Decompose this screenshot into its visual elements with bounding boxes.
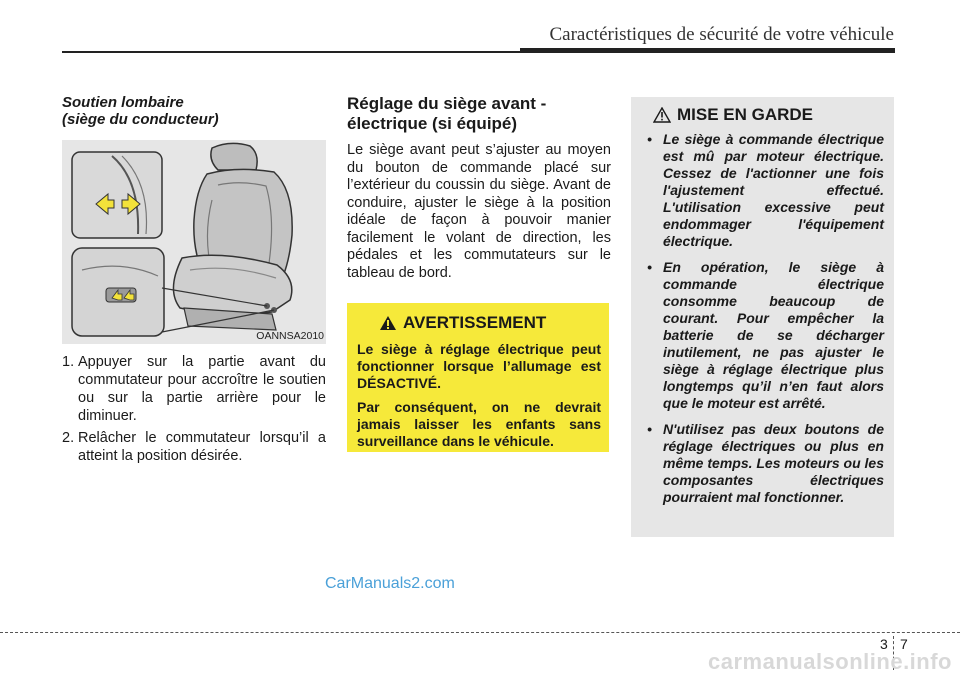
list-item xyxy=(641,421,884,506)
header-title: Caractéristiques de sécurité de votre véhicule xyxy=(549,24,894,45)
power-seat-title-line1: Réglage du siège avant - xyxy=(347,94,547,113)
step-number: 1. xyxy=(62,354,75,370)
bullet: • xyxy=(647,131,652,147)
page-number: 7 xyxy=(900,636,908,652)
header-rule xyxy=(62,51,895,53)
lumbar-title-block xyxy=(62,94,326,128)
warning-title: AVERTISSEMENT xyxy=(403,313,547,332)
warning-text-1: Le siège à réglage électrique peut fonctionner lorsque l’allumage est DÉSACTIVÉ. xyxy=(357,341,601,391)
caution-header xyxy=(653,105,884,125)
seat-figure xyxy=(62,140,326,344)
lumbar-title-line2: (siège du conducteur) xyxy=(62,111,219,128)
power-seat-section xyxy=(347,94,611,282)
power-seat-body: Le siège avant peut s’ajuster au moyen du bouton de commande placé sur l’extérieur du coussin du siège. Avant de conduire, ajuster le siège à la position idéale de façon à pouvoir manier facilement le volant de direction, les pédales et les commutateurs sur le tableau de bord. xyxy=(347,142,611,281)
step-text: Relâcher le commutateur lorsqu’il a atteint la position désirée. xyxy=(78,430,326,464)
step-text: Appuyer sur la partie avant du commutateur pour accroître le soutien ou sur la partie arrière pour le diminuer. xyxy=(78,354,326,424)
watermark-link[interactable]: CarManuals2.com xyxy=(325,575,455,592)
power-seat-title-line2: électrique (si équipé) xyxy=(347,114,518,133)
lumbar-steps xyxy=(62,353,326,469)
list-item xyxy=(62,429,326,465)
caution-box xyxy=(631,97,894,537)
caution-triangle-icon xyxy=(653,107,671,123)
list-item xyxy=(62,353,326,425)
list-item xyxy=(641,131,884,250)
footer-watermark: carmanualsonline.info xyxy=(708,649,952,674)
power-seat-title xyxy=(347,94,611,134)
bullet: • xyxy=(647,421,652,437)
warning-text-2: Par conséquent, on ne devrait jamais laisser les enfants sans surveillance dans le véhicule. xyxy=(357,399,601,449)
list-item xyxy=(641,259,884,412)
bullet: • xyxy=(647,259,652,275)
figure-code: OANNSA2010 xyxy=(256,330,324,342)
section-number: 3 xyxy=(880,636,888,652)
caution-text: En opération, le siège à commande électrique consomme beaucoup de courant. Pour empêcher la batterie de se décharger inutilement, ne pas ajuster le siège à réglage électrique plus longtemps qu’il n’en faut alors que le moteur est arrêté. xyxy=(663,259,884,411)
seat-illustration xyxy=(62,140,326,344)
lumbar-title-line1: Soutien lombaire xyxy=(62,94,184,111)
footer-rule xyxy=(0,632,960,633)
caution-title: MISE EN GARDE xyxy=(677,105,814,124)
caution-text: Le siège à commande électrique est mû par moteur électrique. Cessez de l'actionner une fois l'ajustement effectué. L'utilisation excessive peut endommager l'équipement électrique. xyxy=(663,131,884,249)
warning-triangle-icon xyxy=(379,315,397,331)
warning-header xyxy=(379,313,601,333)
step-number: 2. xyxy=(62,430,75,446)
caution-text: N'utilisez pas deux boutons de réglage électriques ou plus en même temps. Les moteurs ou les composantes électriques pourraient mal fonctionner. xyxy=(663,421,884,505)
warning-box xyxy=(347,303,609,452)
